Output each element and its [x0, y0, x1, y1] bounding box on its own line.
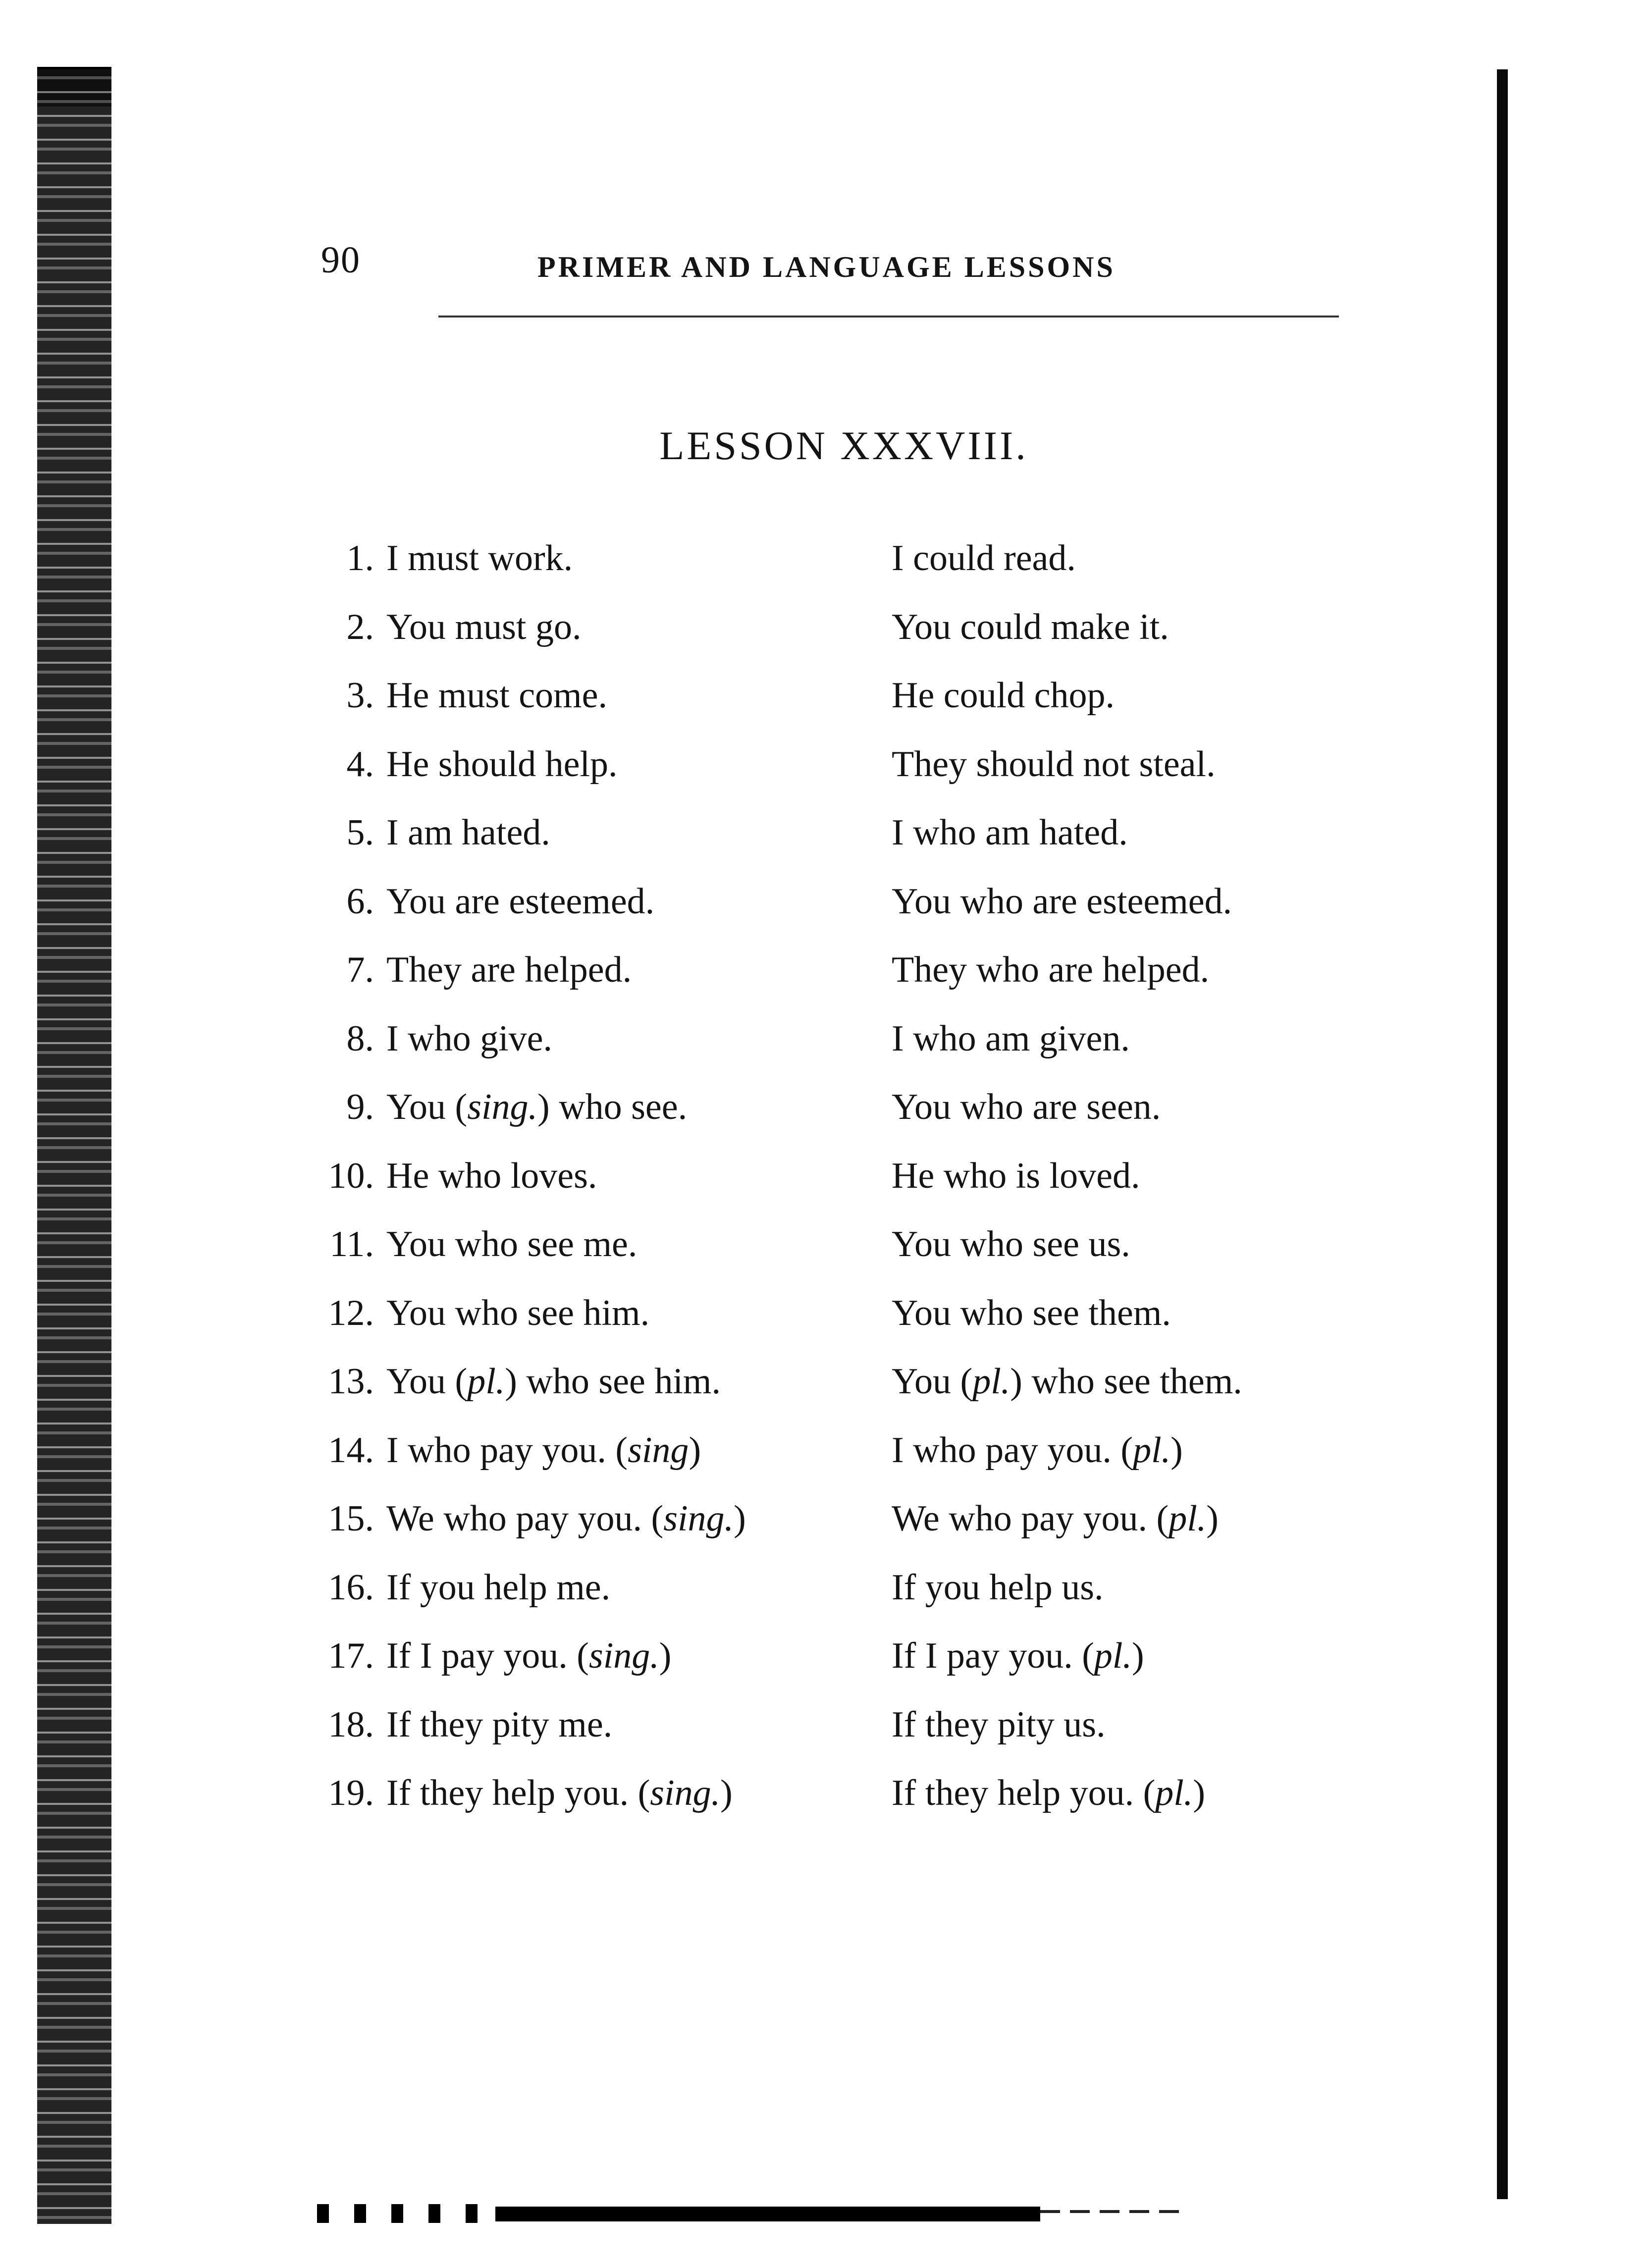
- scan-edge-right: [1497, 69, 1508, 2199]
- exercise-right-sentence: I could read.: [892, 538, 1076, 579]
- exercise-number: 5.: [346, 812, 374, 853]
- scan-bottom-dash: [1040, 2210, 1189, 2213]
- exercise-left-sentence: You who see me.: [386, 1224, 638, 1265]
- page-number: 90: [321, 239, 361, 281]
- exercise-left-sentence: [386, 1500, 746, 1537]
- exercise-number: 9.: [346, 1087, 374, 1127]
- exercise-number: 4.: [346, 743, 374, 785]
- exercise-right-sentence-text: ) who see them.: [1010, 1361, 1242, 1402]
- exercise-row: [297, 540, 1387, 609]
- exercise-left-sentence: [386, 1775, 733, 1811]
- exercise-right-sentence: You who are seen.: [892, 1087, 1161, 1127]
- exercise-right-sentence-text: I who pay you. (: [892, 1429, 1133, 1471]
- exercise-right-sentence: [892, 1500, 1219, 1537]
- exercise-right-sentence: I who am given.: [892, 1018, 1130, 1059]
- exercise-row: [297, 1775, 1387, 1844]
- exercise-row: [297, 1226, 1387, 1295]
- exercise-number: 6.: [346, 881, 374, 922]
- exercise-number: 15.: [328, 1498, 374, 1539]
- exercise-left-sentence-text: ) who see.: [537, 1087, 688, 1127]
- exercise-number: 18.: [328, 1704, 374, 1745]
- exercise-right-sentence: He who is loved.: [892, 1155, 1140, 1196]
- exercise-left-sentence-text: ): [689, 1429, 701, 1471]
- exercise-row: [297, 743, 1387, 815]
- exercise-row: [297, 951, 1387, 1020]
- exercise-right-sentence-italic: pl.: [1133, 1429, 1171, 1471]
- exercise-right-sentence: They who are helped.: [892, 949, 1210, 990]
- exercise-right-sentence: [892, 1637, 1144, 1674]
- exercise-right-sentence-text: ): [1170, 1429, 1183, 1471]
- exercise-right-sentence-text: ): [1206, 1498, 1219, 1539]
- exercise-left-sentence: I am hated.: [386, 812, 550, 853]
- exercise-number: 8.: [346, 1018, 374, 1059]
- exercise-right-sentence: He could chop.: [892, 675, 1115, 716]
- exercise-row: [297, 1569, 1387, 1638]
- exercise-number: 11.: [329, 1224, 374, 1265]
- exercise-left-sentence: [386, 1363, 721, 1400]
- exercise-right-sentence-italic: pl.: [972, 1361, 1010, 1402]
- exercise-left-sentence-italic: sing.: [588, 1635, 659, 1676]
- exercise-number: 14.: [328, 1429, 374, 1471]
- exercise-left-sentence: If they pity me.: [386, 1704, 613, 1745]
- exercise-right-sentence-italic: pl.: [1155, 1773, 1193, 1813]
- running-title: PRIMER AND LANGUAGE LESSONS: [537, 251, 1116, 283]
- exercise-right-sentence: If you help us.: [892, 1567, 1104, 1608]
- scan-bottom-ticks: [317, 2204, 495, 2223]
- exercise-number: 7.: [346, 949, 374, 990]
- exercise-row: [297, 1706, 1387, 1775]
- exercise-right-sentence-text: You (: [892, 1361, 973, 1402]
- exercise-row: [297, 1637, 1387, 1706]
- exercise-right-sentence-text: ): [1131, 1635, 1144, 1676]
- exercise-left-sentence-italic: sing: [628, 1429, 689, 1471]
- scan-edge-left: [37, 69, 111, 2224]
- exercise-row: [297, 1155, 1387, 1226]
- exercise-left-sentence-text: You (: [386, 1361, 468, 1402]
- exercise-left-sentence: [386, 1089, 687, 1125]
- exercise-left-sentence-text: ) who see him.: [505, 1361, 721, 1402]
- exercise-number: 16.: [328, 1567, 374, 1608]
- exercise-row: [297, 1363, 1387, 1432]
- exercise-left-sentence: He should help.: [386, 743, 618, 785]
- exercise-number: 1.: [346, 538, 374, 579]
- exercise-right-sentence: They should not steal.: [892, 743, 1216, 785]
- exercise-left-sentence: You must go.: [386, 606, 582, 647]
- exercise-left-sentence-italic: sing.: [467, 1087, 538, 1127]
- exercise-right-sentence: You who see them.: [892, 1292, 1171, 1333]
- exercise-right-sentence-text: If they help you. (: [892, 1773, 1156, 1813]
- exercise-right-sentence-italic: pl.: [1094, 1635, 1132, 1676]
- exercise-left-sentence: If you help me.: [386, 1567, 611, 1608]
- exercise-left-sentence-text: ): [659, 1635, 672, 1676]
- header-rule: [438, 316, 1339, 317]
- exercise-number: 2.: [346, 606, 374, 647]
- exercise-number: 10.: [328, 1155, 374, 1196]
- exercise-row: [297, 606, 1387, 678]
- exercise-left-sentence: He must come.: [386, 675, 607, 716]
- exercise-row: [297, 814, 1387, 883]
- exercise-row: [297, 1500, 1387, 1569]
- exercise-left-sentence-text: We who pay you. (: [386, 1498, 664, 1539]
- exercise-left-sentence: I must work.: [386, 538, 573, 579]
- exercise-left-sentence-italic: sing.: [663, 1498, 734, 1539]
- exercise-left-sentence: They are helped.: [386, 949, 632, 990]
- exercise-right-sentence: You who are esteemed.: [892, 881, 1232, 922]
- exercise-right-sentence: [892, 1363, 1242, 1400]
- exercise-left-sentence-italic: sing.: [650, 1773, 721, 1813]
- exercise-row: [297, 1089, 1387, 1158]
- exercise-number: 12.: [328, 1292, 374, 1333]
- exercise-left-sentence: He who loves.: [386, 1155, 597, 1196]
- exercise-row: [297, 1292, 1387, 1364]
- exercise-row: [297, 1020, 1387, 1089]
- lesson-title: LESSON XXXVIII.: [659, 423, 1028, 468]
- exercise-left-sentence-text: You (: [386, 1087, 468, 1127]
- exercise-left-sentence: I who give.: [386, 1018, 552, 1059]
- exercise-number: 13.: [328, 1361, 374, 1402]
- exercise-right-sentence: [892, 1775, 1205, 1811]
- exercise-left-sentence: [386, 1637, 671, 1674]
- exercise-number: 3.: [346, 675, 374, 716]
- exercise-right-sentence-text: We who pay you. (: [892, 1498, 1169, 1539]
- exercise-row: [297, 1429, 1387, 1501]
- exercise-right-sentence-text: If I pay you. (: [892, 1635, 1094, 1676]
- exercise-left-sentence-text: ): [720, 1773, 733, 1813]
- exercise-left-sentence: [386, 1429, 701, 1471]
- exercise-number: 17.: [328, 1635, 374, 1676]
- exercise-left-sentence-text: If they help you. (: [386, 1773, 650, 1813]
- exercise-left-sentence: You are esteemed.: [386, 881, 655, 922]
- exercise-number: 19.: [328, 1773, 374, 1813]
- exercise-list: [297, 540, 1387, 1844]
- scan-bottom-bar: [495, 2207, 1040, 2221]
- exercise-left-sentence-text: I who pay you. (: [386, 1429, 628, 1471]
- exercise-left-sentence: You who see him.: [386, 1292, 650, 1333]
- exercise-row: [297, 677, 1387, 746]
- exercise-left-sentence-text: ): [734, 1498, 746, 1539]
- exercise-left-sentence-italic: pl.: [467, 1361, 505, 1402]
- exercise-right-sentence-italic: pl.: [1169, 1498, 1207, 1539]
- exercise-right-sentence: [892, 1429, 1183, 1471]
- exercise-right-sentence-text: ): [1193, 1773, 1205, 1813]
- exercise-right-sentence: I who am hated.: [892, 812, 1128, 853]
- exercise-right-sentence: If they pity us.: [892, 1704, 1106, 1745]
- exercise-right-sentence: You who see us.: [892, 1224, 1130, 1265]
- exercise-left-sentence-text: If I pay you. (: [386, 1635, 589, 1676]
- exercise-right-sentence: You could make it.: [892, 606, 1169, 647]
- exercise-row: [297, 883, 1387, 952]
